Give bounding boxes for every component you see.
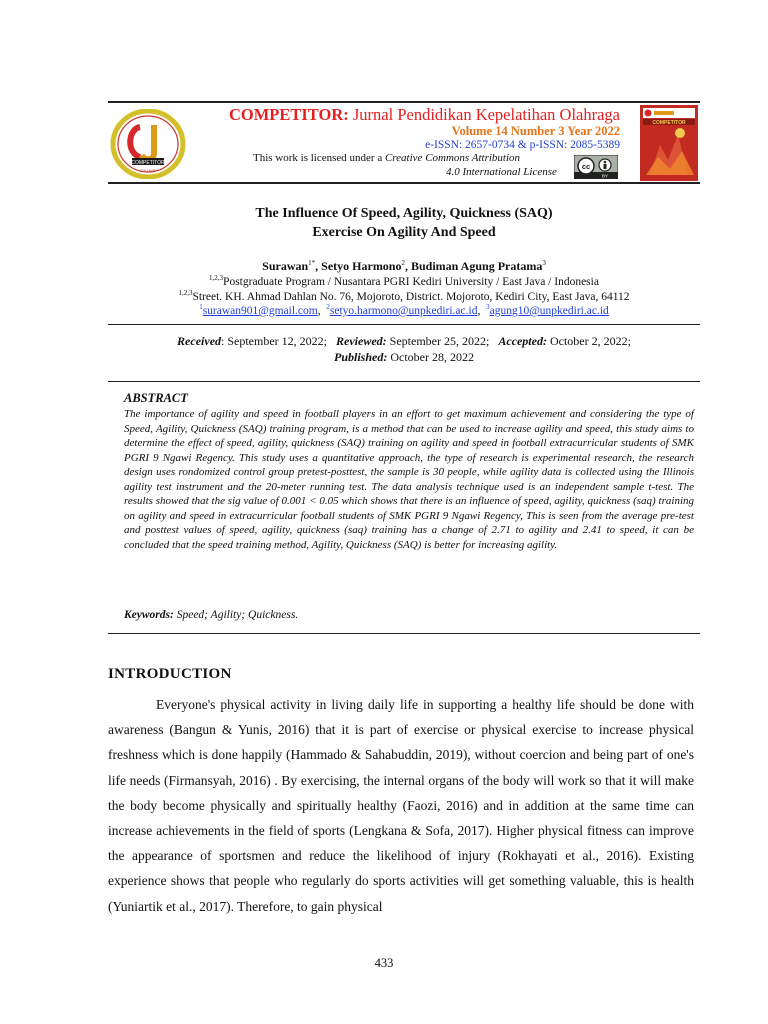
journal-volume: Volume 14 Number 3 Year 2022: [451, 124, 620, 138]
abstract-text: The importance of agility and speed in football players in an effort to get maximum achievement and considering the type of Speed, Agility, Quickness (SAQ) training program, is a method that can be used to increase agility and speed, this study aims to determine the effect of speed, agility, quickness (SAQ) training on agility and speed in football extracurricular students of SMK PGRI 9 Ngawi Regency. This study uses a quantitative approach, the type of research is experimental research, the research design uses rondomized control group pretest-posttest, the sample is 30 people, while agility data is collected using the Illinois agility test instrument and the 20-meter running test. The data analysis technique used is an independent sample t-test. The results showed that the sig value of 0.001 < 0.05 which shows that there is an influence of speed, agility, quickness (saq) training on agility and speed in extracurricular football students of SMK PGRI 9 Ngawi Regency, This is seen from the average pre-test and posttest values of speed, agility, quickness (saq) training has a change of 2.71 to agility and 2.41 to speed, it can be concluded that the speed training method, Agility, Quickness (SAQ) is better for increasing agility.: [124, 408, 694, 551]
introduction-paragraph: Everyone's physical activity in living daily life in supporting a healthy life should be done with awareness (Bangun & Yunis, 2016) that it is part of exercise or physical exercise to increase physical freshness which is done happily (Hammado & Sahabuddin, 2019), without coercion and being part of one's life needs (Firmansyah, 2016) . By exercising, the internal organs of the body will work so that it will make the body become physically and spiritually healthy (Faozi, 2016) and in addition at the same time can increase achievements in the field of sports (Lengkana & Sofa, 2017). Higher physical fitness can improve the appearance of sportsmen and reduce the likelihood of injury (Rokhayati et al., 2016). Existing experience shows that people who regularly do sports activities will get something valuable, this is health (Yuniartik et al., 2017). Therefore, to gain physical: [108, 697, 694, 914]
by-badge-label: BY: [601, 173, 609, 179]
journal-cover-thumbnail: [640, 105, 698, 181]
header-bottom-rule: [108, 182, 700, 184]
author-name: Surawan: [262, 259, 309, 273]
logo-subtext: FIK UNIP: [140, 169, 156, 173]
abstract-section: [108, 381, 700, 634]
author-list: Surawan$^{1*}$, Setyo Harmono$^2$, Budiman Agung Pratama$^3$: [262, 259, 546, 273]
email-link[interactable]: agung10@unpkediri.ac.id: [489, 304, 609, 317]
affiliation-institution: $^{1,2,3}$Postgraduate Program / Nusantara PGRI Kediri University / East Java / Indonesia: [209, 274, 599, 288]
affiliation-address: $^{1,2,3}$Street. KH. Ahmad Dahlan No. 76, Mojoroto, District. Mojoroto, Kediri City, East Java, 64112: [178, 289, 630, 303]
abstract-heading: ABSTRACT: [124, 391, 188, 405]
creative-commons-badge-icon[interactable]: [574, 155, 618, 179]
publication-dates: Received: September 12, 2022; Reviewed: September 25, 2022; Accepted: October 2, 2022; Published: October 28, 2022: [108, 324, 700, 369]
header-top-rule: [108, 101, 700, 103]
author-emails: $^1$surawan901@gmail.com, $^2$setyo.harmono@unpkediri.ac.id, $^3$agung10@unpkediri.ac.id: [199, 303, 609, 317]
license-line-2: 4.0 International License: [446, 166, 557, 178]
article-title: The Influence Of Speed, Agility, Quickness (SAQ) Exercise On Agility And Speed: [255, 206, 553, 240]
email-link[interactable]: surawan901@gmail.com: [202, 304, 318, 317]
keywords: Keywords: Speed; Agility; Quickness.: [124, 609, 299, 621]
author-name: Setyo Harmono: [321, 259, 402, 273]
cc-badge-label: cc: [581, 162, 591, 171]
journal-header: [108, 101, 700, 185]
cover-title: COMPETITOR: [652, 120, 686, 126]
email-link[interactable]: setyo.harmono@unpkediri.ac.id: [329, 304, 478, 317]
introduction-heading: INTRODUCTION: [108, 666, 232, 682]
author-name: Budiman Agung Pratama: [410, 259, 543, 273]
page-number: 433: [374, 956, 394, 970]
journal-title: COMPETITOR: Jurnal Pendidikan Kepelatihan Olahraga: [228, 105, 620, 124]
license-line-1: This work is licensed under a Creative Commons Attribution: [253, 152, 521, 164]
journal-issn: e-ISSN: 2657-0734 & p-ISSN: 2085-5389: [425, 139, 620, 151]
logo-text: COMPETITOR: [131, 160, 165, 166]
